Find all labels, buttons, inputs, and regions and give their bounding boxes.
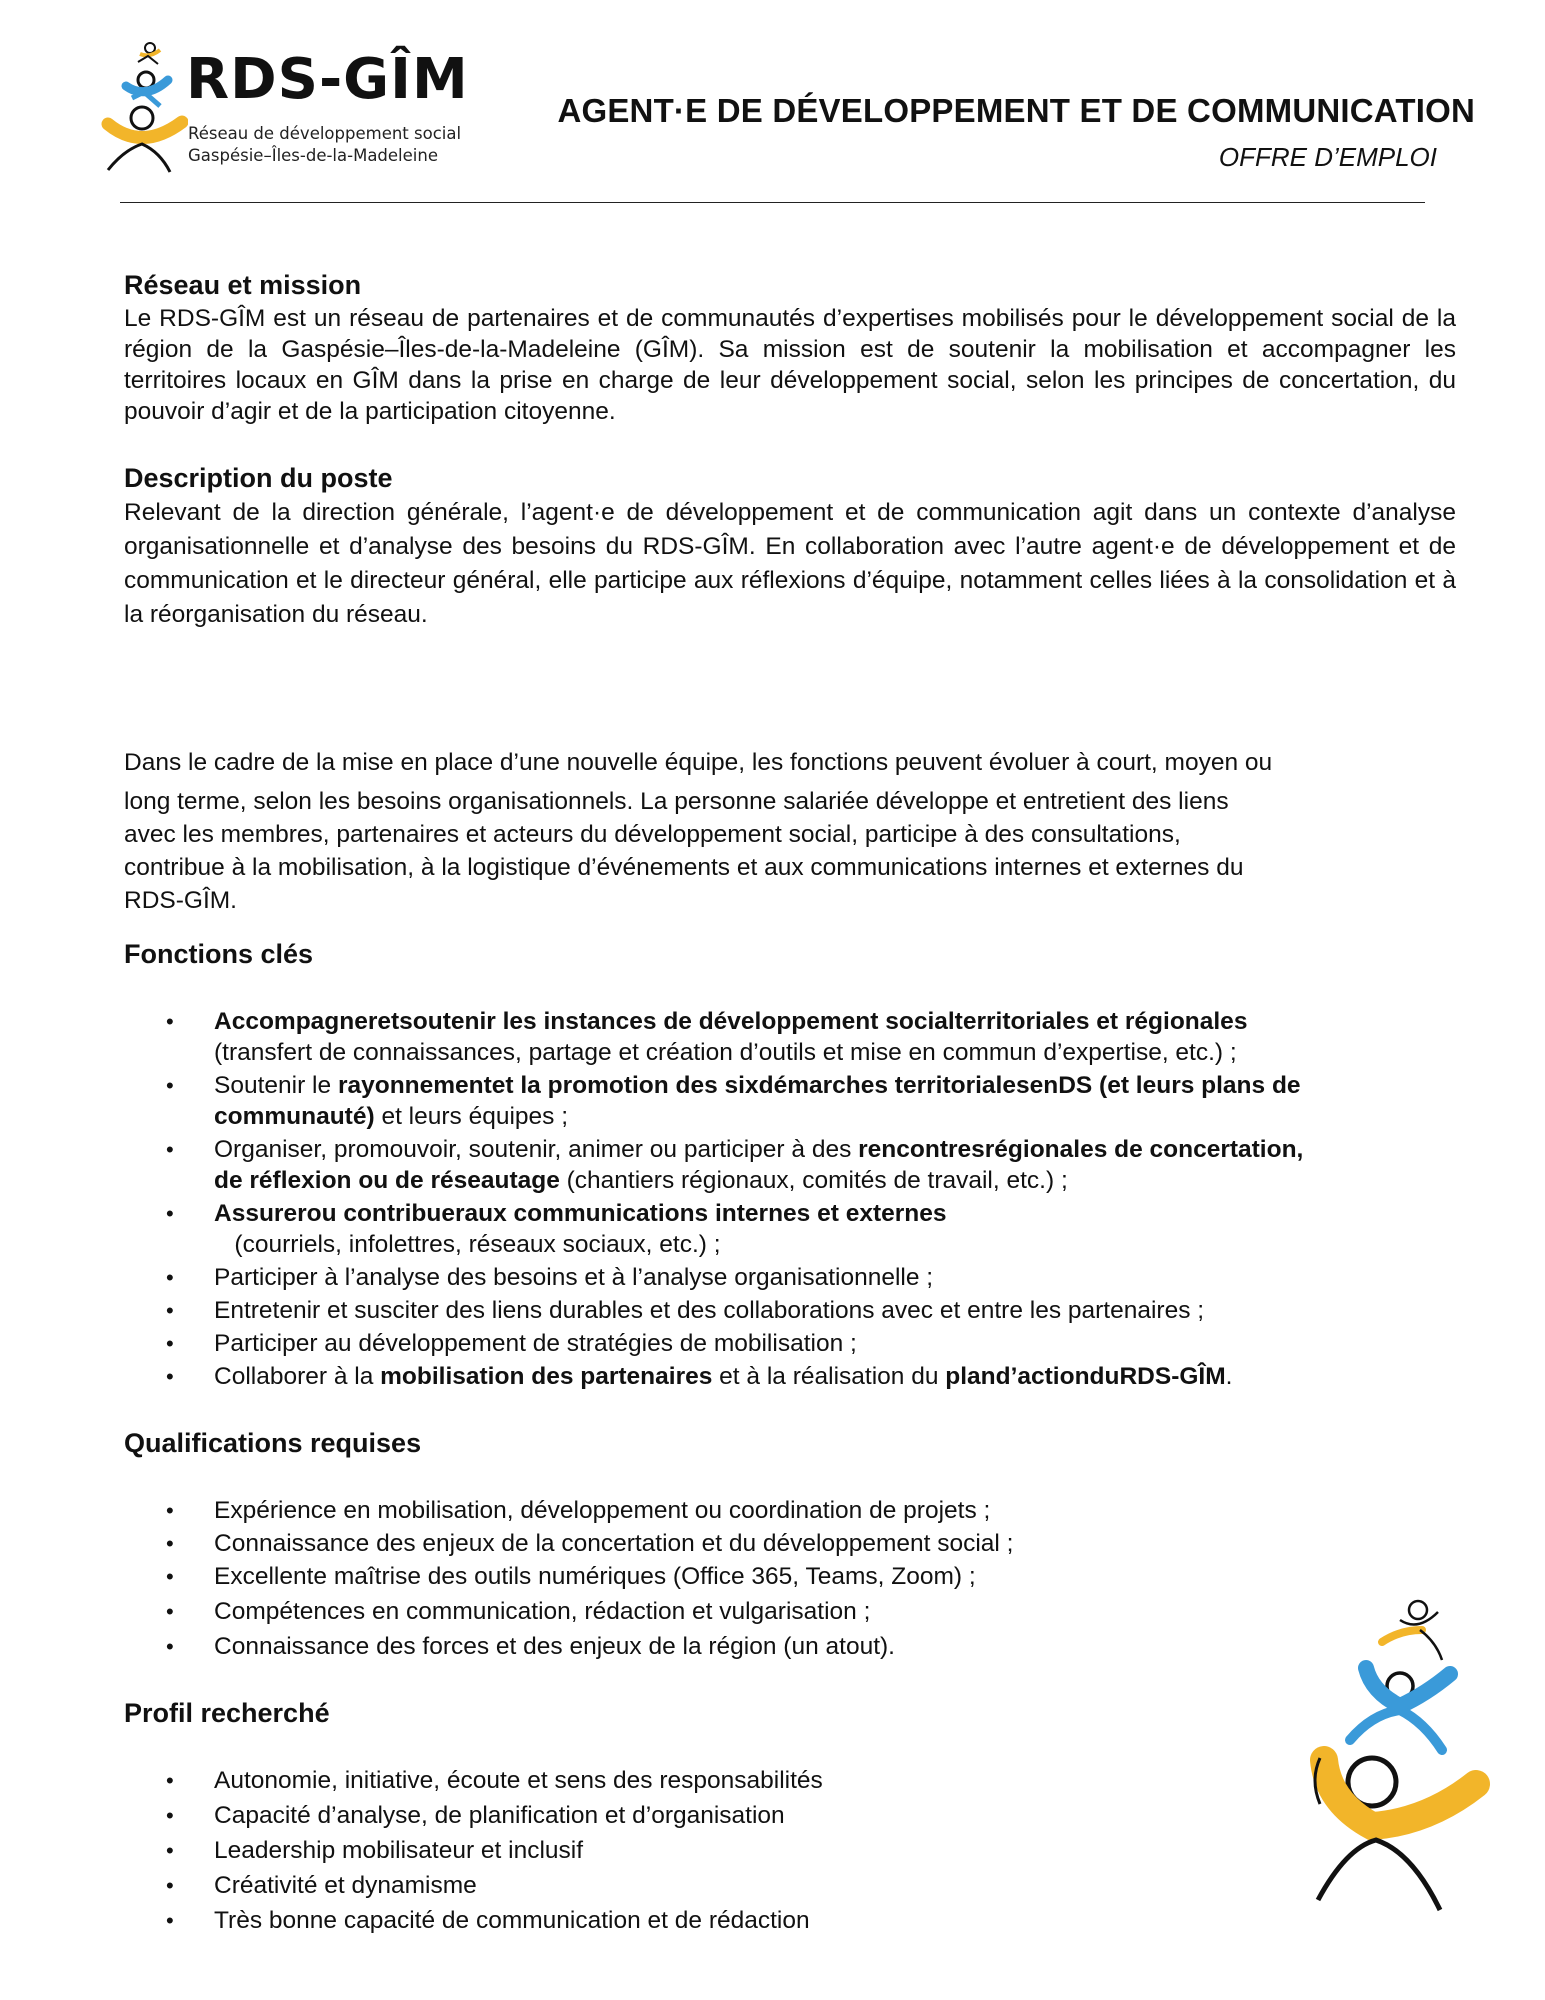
text-line: RDS-GÎM. [124,887,237,914]
list-item: • Très bonne capacité de communication et de rédaction [124,1905,1456,1936]
section-text: Le RDS-GÎM est un réseau de partenaires et de communautés d’expertises mobilisés pour le développement social de la région de la Gaspésie–Îles-de-la-Madeleine (GÎM). Sa mission est de soutenir la mobilisation et accompagner les territoires locaux en GÎM dans la prise en charge de leur développement social, selon les principes de concertation, du pouvoir d’agir et de la participation citoyenne. [124,305,1456,425]
text-line: long terme, selon les besoins organisationnels. La personne salariée développe et entretient des liens [124,788,1229,815]
section-description [124,463,1456,917]
item-text: (chantiers régionaux, comités de travail, etc.) ; [559,1167,1068,1194]
people-figures-logo-icon [98,40,188,180]
item-text: Participer à l’analyse des besoins et à l’analyse organisationnelle ; [214,1264,934,1291]
logo-wordmark: RDS-GÎM [186,47,469,112]
list-item [124,1134,1324,1196]
qualifications-list [124,1495,1456,1662]
item-text: Collaborer à la [214,1363,381,1390]
list-item [124,1295,1324,1326]
item-text: Soutenir le [214,1072,338,1099]
section-heading: Réseau et mission [124,270,362,300]
section-profil [124,1698,1456,1936]
section-heading: Fonctions clés [124,939,314,969]
list-item: • Connaissance des forces et des enjeux de la région (un atout). [124,1631,1456,1662]
logo-subtitle-line1: Réseau de développement social [188,124,462,143]
text-line: contribue à la mobilisation, à la logistique d’événements et aux communications internes et externes du [124,854,1244,881]
item-bold: mobilisation des partenaires [380,1363,713,1390]
item-bold: rayonnementet la promotion des sixdémarches territorialesenDS (et leurs plans de communauté) [214,1072,1301,1130]
job-offer-subtitle: OFFRE D’EMPLOI [1218,142,1437,172]
item-text: . [1225,1363,1233,1390]
item-bold: Accompagneretsoutenir les instances de développement socialterritoriales et régionales [214,1008,1248,1035]
list-item: • Leadership mobilisateur et inclusif [124,1835,1456,1866]
list-item: • Créativité et dynamisme [124,1870,1456,1901]
list-item [124,1070,1324,1132]
list-item: • Compétences en communication, rédaction et vulgarisation ; [124,1596,1456,1627]
item-text: Organiser, promouvoir, soutenir, animer ou participer à des [214,1136,859,1163]
item-bold: pland’actionduRDS-GÎM [945,1363,1226,1390]
list-item: • Capacité d’analyse, de planification et d’organisation [124,1800,1456,1831]
header-divider [120,202,1425,203]
list-item: • Autonomie, initiative, écoute et sens des responsabilités [124,1765,1456,1796]
item-text: (transfert de connaissances, partage et création d’outils et mise en commun d’expertise, etc.) ; [214,1039,1237,1066]
list-item [124,1006,1324,1068]
title-block [557,92,1475,173]
item-text: Participer au développement de stratégies de mobilisation ; [214,1330,857,1357]
item-bold: rencontresrégionales de concertation, de réflexion ou de réseautage [214,1136,1304,1194]
profil-list [124,1765,1456,1936]
text-line: avec les membres, partenaires et acteurs du développement social, participe à des consultations, [124,821,1181,848]
job-title: AGENT·E DE DÉVELOPPEMENT ET DE COMMUNICATION [557,92,1475,129]
fonctions-list [124,1006,1324,1392]
document-body [124,270,1456,1940]
section-reseau [124,270,1456,427]
list-item [124,1361,1324,1392]
section-qualifications [124,1428,1456,1662]
list-item: • Connaissance des enjeux de la concertation et du développement social ; [124,1528,1456,1559]
people-figures-decoration-icon [1300,1590,1500,1920]
section-heading: Qualifications requises [124,1428,422,1458]
item-text: et leurs équipes ; [374,1103,569,1130]
list-item [124,1328,1324,1359]
item-text: (courriels, infolettres, réseaux sociaux, etc.) ; [214,1231,721,1258]
rds-gim-logo [98,40,478,180]
item-text: Entretenir et susciter des liens durables et des collaborations avec et entre les partenaires ; [214,1297,1205,1324]
list-item: • Excellente maîtrise des outils numériques (Office 365, Teams, Zoom) ; [124,1561,1456,1592]
section-heading: Description du poste [124,463,393,493]
section-text: Relevant de la direction générale, l’agent·e de développement et de communication agit dans un contexte d’analyse organisationnelle et d’analyse des besoins du RDS-GÎM. En collaboration avec l’autre agent·e de développement et de communication et le directeur général, elle participe aux réflexions d’équipe, notamment celles liées à la consolidation et à la réorganisation du réseau. [124,499,1456,628]
section-fonctions [124,939,1456,1392]
section-text-continued [124,746,1456,917]
logo-subtitle-line2: Gaspésie–Îles-de-la-Madeleine [188,146,438,165]
item-bold: Assurerou contribueraux communications internes et externes [214,1200,947,1227]
list-item [124,1198,1324,1260]
list-item: • Expérience en mobilisation, développement ou coordination de projets ; [124,1495,1456,1526]
text-line: Dans le cadre de la mise en place d’une nouvelle équipe, les fonctions peuvent évoluer à court, moyen ou [124,749,1273,776]
section-heading: Profil recherché [124,1698,330,1728]
list-item [124,1262,1324,1293]
item-text: et à la réalisation du [712,1363,946,1390]
